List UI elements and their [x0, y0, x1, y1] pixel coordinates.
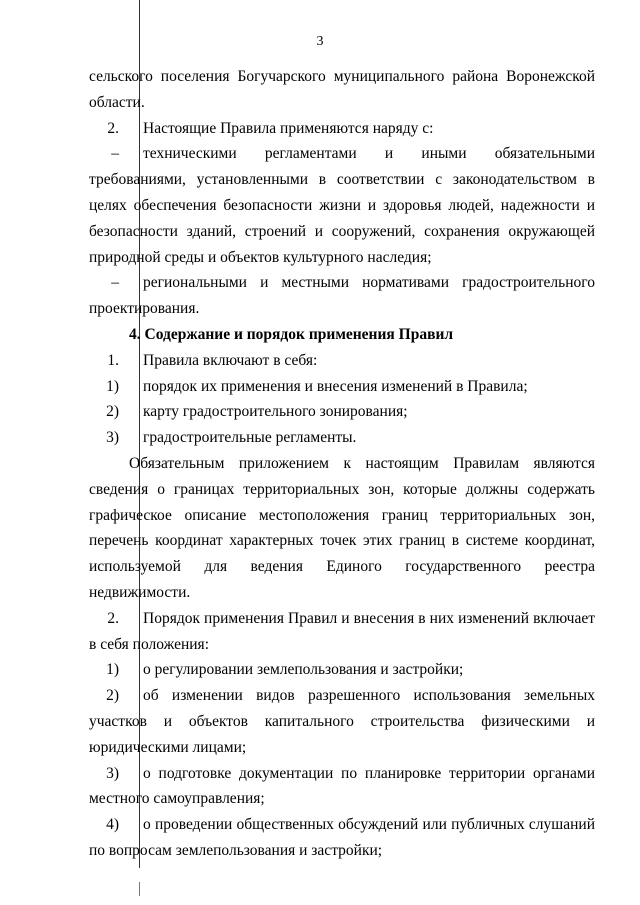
dash-marker: – [111, 274, 119, 292]
list-number: 1) [106, 377, 119, 395]
paragraph-text: о подготовке документации по планировке территории органами местного самоуправления; [89, 764, 595, 808]
dash-marker: – [111, 145, 119, 163]
paragraph-text: Правила включают в себя: [143, 351, 318, 369]
list-number: 1) [106, 661, 119, 679]
binding-margin-tick [139, 882, 140, 896]
numbered-paragraph [89, 348, 595, 374]
paragraph-text: карту градостроительного зонирования; [143, 403, 408, 421]
paragraph-text: региональными и местными нормативами градостроительного проектирования. [89, 274, 595, 318]
paragraph-text: о регулировании землепользования и застройки; [143, 661, 464, 679]
list-item [89, 399, 595, 425]
paragraph-number: 2. [107, 609, 119, 627]
paragraph-number: 1. [107, 351, 119, 369]
paragraph-text: о проведении общественных обсуждений или публичных слушаний по вопросам землепользования и застройки; [89, 816, 595, 859]
list-number: 2) [106, 687, 119, 705]
list-number: 2) [106, 403, 119, 421]
paragraph-number: 2. [107, 119, 119, 137]
page-number: 3 [316, 34, 324, 49]
document-body [89, 64, 595, 864]
list-item [89, 425, 595, 451]
dash-list-item [89, 270, 595, 322]
paragraph-text: Настоящие Правила применяются наряду с: [143, 119, 434, 137]
paragraph-continuation: сельского поселения Богучарского муниципального района Воронежской области. [89, 68, 595, 111]
dash-list-item [89, 141, 595, 270]
section-heading: 4. Содержание и порядок применения Правил [129, 325, 454, 343]
list-item [89, 812, 595, 864]
list-number: 3) [106, 764, 119, 782]
numbered-paragraph [89, 606, 595, 658]
list-item [89, 657, 595, 683]
paragraph-text: порядок их применения и внесения изменений в Правила; [143, 377, 528, 395]
paragraph: Обязательным приложением к настоящим Правилам являются сведения о границах территориальных зон, которые должны содержать графическое описание местоположения границ территориальных зон, перечень координат характерных точек этих границ в системе координат, используемой для ведения Единого государственного реестра недвижимости. [89, 454, 595, 601]
paragraph-text: об изменении видов разрешенного использования земельных участков и объектов капитального строительства физическими и юридическими лицами; [89, 687, 595, 756]
numbered-paragraph [89, 116, 595, 142]
list-item [89, 683, 595, 760]
list-item [89, 761, 595, 813]
paragraph-text: градостроительные регламенты. [143, 429, 357, 447]
paragraph-text: Порядок применения Правил и внесения в них изменений включает в себя положения: [89, 609, 595, 653]
list-number: 3) [106, 429, 119, 447]
list-item [89, 374, 595, 400]
list-number: 4) [106, 816, 119, 834]
paragraph-text: техническими регламентами и иными обязательными требованиями, установленными в соответствии с законодательством в целях обеспечения безопасности жизни и здоровья людей, надежности и безопасности зданий, строений и сооружений, сохранения окружающей природной среды и объектов культурного наследия; [89, 145, 595, 266]
